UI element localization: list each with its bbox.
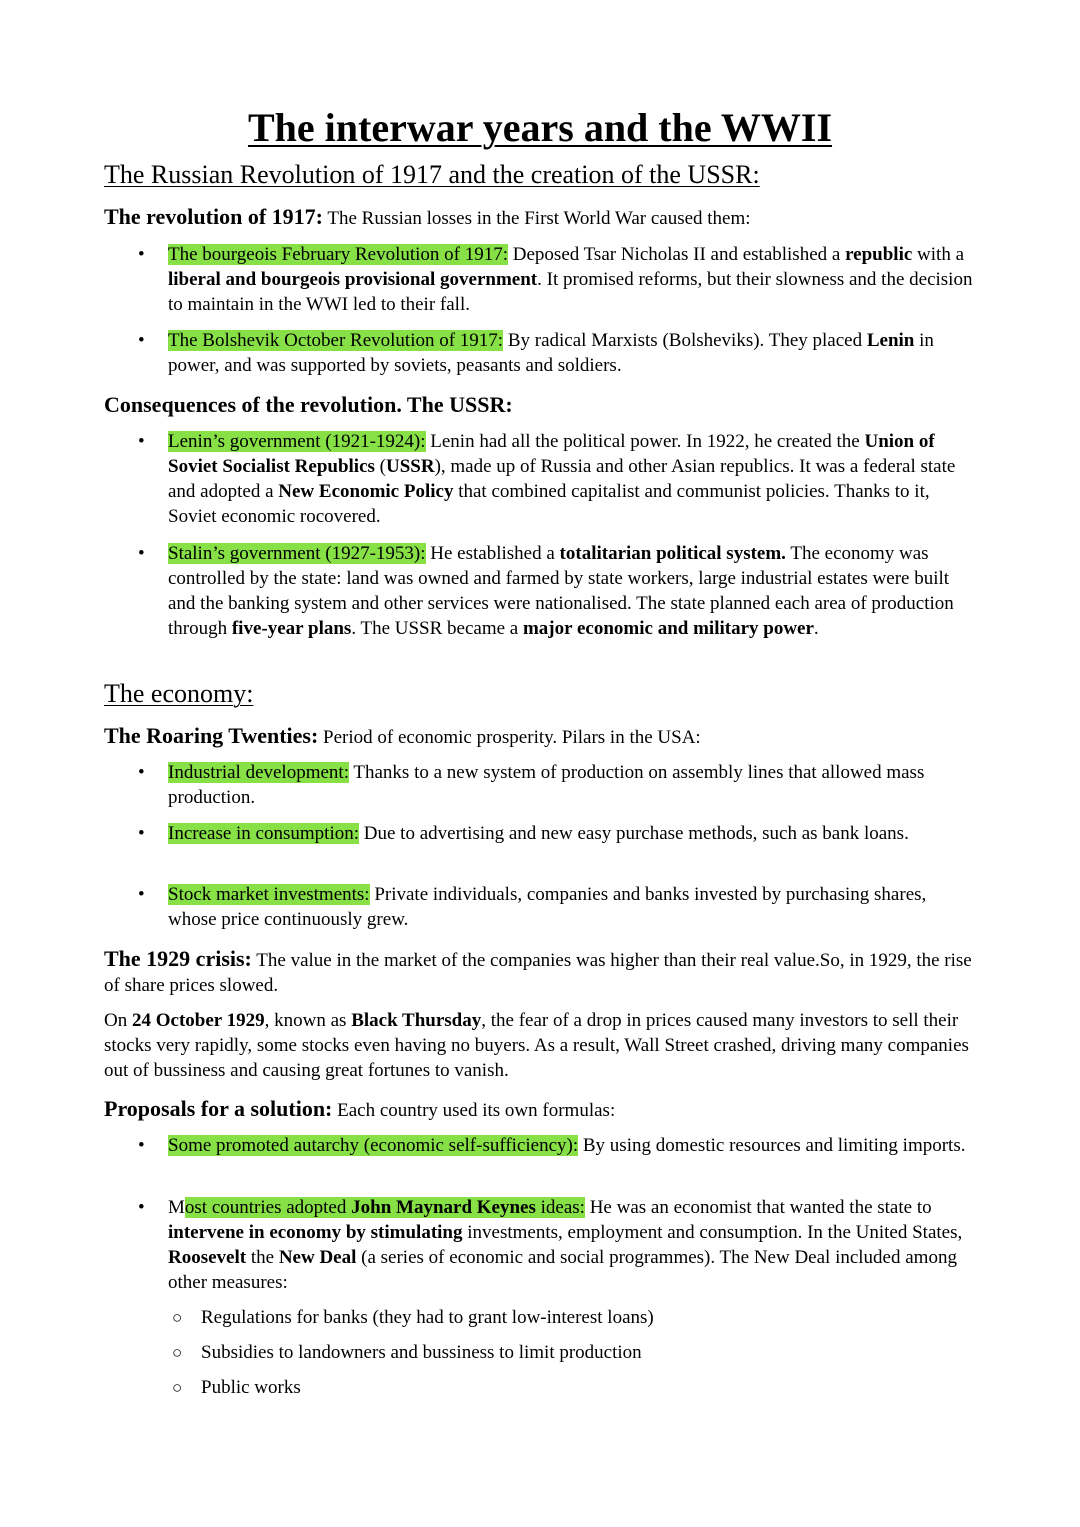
- bold-term: major economic and military power: [522, 618, 814, 639]
- bold-term: intervene in economy by stimulating: [168, 1222, 463, 1243]
- paragraph-text: The Russian losses in the First World War caused them:: [322, 208, 751, 229]
- item-text: . It promised reforms, but their slowness and the decision to maintain in the WWI led to their fall.: [168, 269, 973, 315]
- item-text: He was an economist that wanted the state to: [584, 1197, 932, 1218]
- bold-term: liberal and bourgeois provisional government: [168, 269, 538, 290]
- list-item: [138, 328, 978, 378]
- list-item: [138, 1195, 978, 1295]
- item-text: M: [168, 1197, 185, 1218]
- section-heading-economy: The economy:: [104, 679, 254, 708]
- sub-list-item: [172, 1305, 971, 1330]
- item-text: Regulations for banks (they had to grant low-interest loans): [201, 1307, 654, 1328]
- list-item: [138, 882, 978, 932]
- item-text: Due to advertising and new easy purchase methods, such as bank loans.: [359, 823, 909, 844]
- bold-term: five-year plans: [231, 618, 352, 639]
- paragraph-black-thursday: [104, 1008, 984, 1083]
- bullet-icon: •: [138, 244, 145, 265]
- item-text: Public works: [201, 1377, 301, 1398]
- bold-term: New Deal: [278, 1247, 357, 1268]
- bullet-icon: •: [138, 330, 145, 351]
- bold-term: New Economic Policy: [278, 481, 454, 502]
- bullet-icon: •: [138, 431, 145, 452]
- list-item: [138, 1133, 978, 1158]
- highlighted-term: Stock market investments:: [168, 884, 370, 905]
- item-text: in power, and was supported by soviets, peasants and soldiers.: [168, 330, 934, 376]
- highlighted-term: Increase in consumption:: [168, 823, 360, 844]
- highlighted-term: ost countries adopted: [184, 1197, 352, 1218]
- list-item: [138, 242, 978, 317]
- paragraph-text: , known as: [264, 1010, 352, 1031]
- section-heading-russian-revolution: The Russian Revolution of 1917 and the creation of the USSR:: [104, 160, 760, 189]
- paragraph-text: , the fear of a drop in prices caused many investors to sell their stocks very rapidly, some stocks even having no buyers. As a result, Wall Street crashed, driving many companies out of bussiness and causing great fortunes to vanish.: [104, 1010, 969, 1081]
- item-text: (a series of economic and social programmes). The New Deal included among other measures:: [168, 1247, 957, 1293]
- list-item: [138, 760, 978, 810]
- bullet-icon: •: [138, 884, 145, 905]
- paragraph-roaring-twenties: [104, 723, 984, 750]
- item-text: By radical Marxists (Bolsheviks). They placed: [503, 330, 867, 351]
- paragraph-text: Each country used its own formulas:: [332, 1100, 616, 1121]
- item-text: Deposed Tsar Nicholas II and established a: [508, 244, 846, 265]
- paragraph-revolution-1917: [104, 204, 984, 231]
- highlighted-term: The Bolshevik October Revolution of 1917:: [168, 330, 504, 351]
- paragraph-1929-crisis: [104, 946, 984, 998]
- bold-term: totalitarian political system.: [559, 543, 786, 564]
- bold-term: USSR: [385, 456, 435, 477]
- bullet-icon: •: [138, 1197, 145, 1218]
- circle-bullet-icon: ○: [172, 1343, 183, 1362]
- item-text: ), made up of Russia and other Asian republics. It was a federal state and adopted a: [168, 456, 956, 502]
- paragraph-text: On: [104, 1010, 132, 1031]
- item-text: investments, employment and consumption. In the United States,: [462, 1222, 963, 1243]
- circle-bullet-icon: ○: [172, 1378, 183, 1397]
- bullet-icon: •: [138, 543, 145, 564]
- subheading-1929-crisis: The 1929 crisis:: [104, 946, 252, 971]
- circle-bullet-icon: ○: [172, 1308, 183, 1327]
- subheading-revolution-1917: The revolution of 1917:: [104, 204, 323, 229]
- sub-list-item: [172, 1375, 971, 1400]
- paragraph-proposals: [104, 1096, 984, 1123]
- paragraph-text: The value in the market of the companies was higher than their real value.So, in 1929, the rise of share prices slowed.: [104, 950, 972, 996]
- highlighted-bold-term: John Maynard Keynes: [351, 1197, 536, 1218]
- item-text: . The USSR became a: [351, 618, 523, 639]
- highlighted-term: Industrial development:: [168, 762, 349, 783]
- item-text: By using domestic resources and limiting imports.: [578, 1135, 966, 1156]
- item-text: Lenin had all the political power. In 1922, he created the: [425, 431, 865, 452]
- paragraph-text: Period of economic prosperity. Pilars in the USA:: [318, 727, 701, 748]
- highlighted-term: ideas:: [535, 1197, 585, 1218]
- list-item: [138, 821, 978, 846]
- list-item: [138, 541, 978, 641]
- list-item: [138, 429, 978, 529]
- bold-term: 24 October 1929: [131, 1010, 265, 1031]
- item-text: The economy was controlled by the state: land was owned and farmed by state workers, large industrial estates were built and the banking system and other services were nationalised. The state planned each area of production through: [168, 543, 954, 639]
- item-text: Subsidies to landowners and bussiness to limit production: [201, 1342, 642, 1363]
- highlighted-term: The bourgeois February Revolution of 1917:: [168, 244, 509, 265]
- item-text: with a: [912, 244, 965, 265]
- paragraph-consequences: [104, 392, 984, 419]
- item-text: He established a: [425, 543, 560, 564]
- item-text: .: [813, 618, 819, 639]
- bold-term: Roosevelt: [168, 1247, 247, 1268]
- highlighted-term: Lenin’s government (1921-1924):: [168, 431, 426, 452]
- bullet-icon: •: [138, 823, 145, 844]
- page-title: The interwar years and the WWII: [247, 105, 833, 150]
- highlighted-term: Stalin’s government (1927-1953):: [168, 543, 426, 564]
- bullet-icon: •: [138, 762, 145, 783]
- highlighted-term: Some promoted autarchy (economic self-sufficiency):: [168, 1135, 579, 1156]
- bold-term: Union of Soviet Socialist Republics: [168, 431, 935, 477]
- item-text: that combined capitalist and communist policies. Thanks to it, Soviet economic rocovered.: [168, 481, 930, 527]
- sub-list-item: [172, 1340, 971, 1365]
- bold-term: Lenin: [866, 330, 915, 351]
- item-text: Private individuals, companies and banks invested by purchasing shares, whose price continuously grew.: [168, 884, 927, 930]
- item-text: Thanks to a new system of production on assembly lines that allowed mass production.: [168, 762, 925, 808]
- subheading-roaring-twenties: The Roaring Twenties:: [104, 723, 319, 748]
- item-text: (: [374, 456, 386, 477]
- bold-term: Black Thursday: [351, 1010, 482, 1031]
- item-text: the: [246, 1247, 279, 1268]
- subheading-consequences: Consequences of the revolution. The USSR:: [104, 392, 513, 417]
- bullet-icon: •: [138, 1135, 145, 1156]
- bold-term: republic: [845, 244, 913, 265]
- subheading-proposals: Proposals for a solution:: [104, 1096, 333, 1121]
